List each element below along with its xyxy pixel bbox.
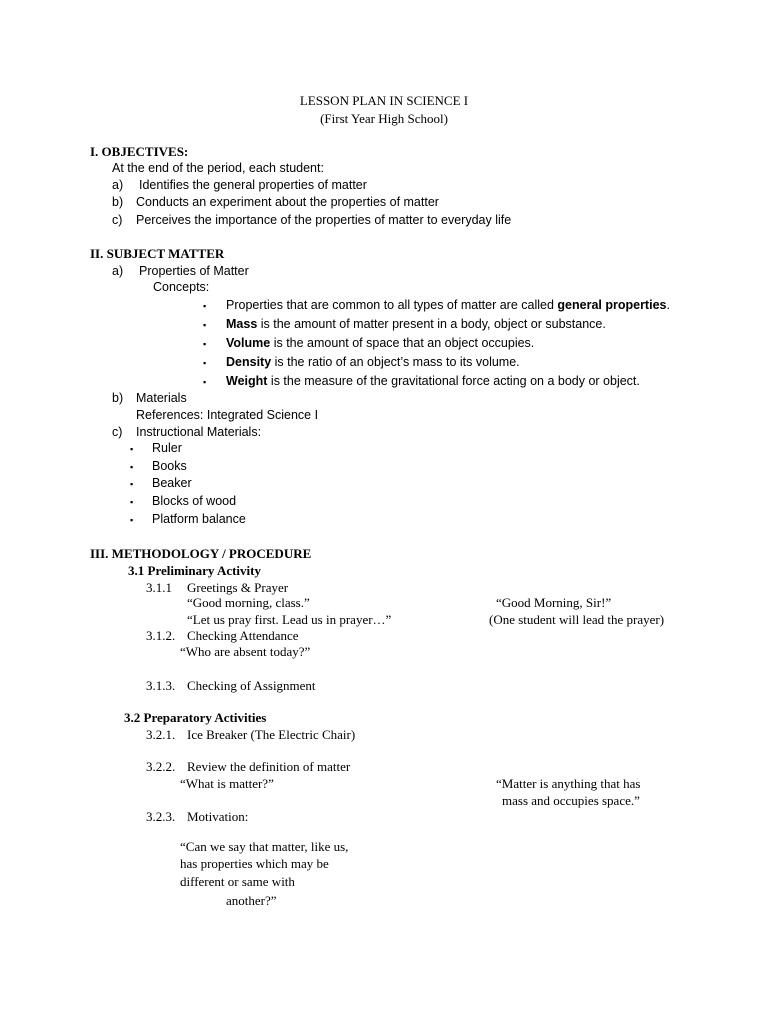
bullet-icon: ▪ [203,339,207,349]
concept-item: Properties that are common to all types of matter are called general properties. [226,298,670,312]
motivation-line: different or same with [180,874,295,889]
page-subtitle: (First Year High School) [320,111,448,126]
motivation-line: “Can we say that matter, like us, [180,839,349,854]
student-line: (One student will lead the prayer) [489,612,665,627]
bullet-icon: ▪ [130,515,134,525]
objective-item: Conducts an experiment about the properties of matter [136,195,439,209]
concept-item: Density is the ratio of an object’s mass to its volume. [226,355,520,369]
objective-item: Identifies the general properties of matter [139,178,367,192]
section-number: 3.1.3. [146,678,176,693]
concepts-label: Concepts: [153,280,210,294]
section-title: Checking of Assignment [187,678,316,693]
section-number: 3.1.1 [146,580,172,595]
motivation-line: has properties which may be [180,856,329,871]
section-number: 3.2.2. [146,759,176,774]
student-line: mass and occupies space.” [502,793,640,808]
teacher-line: “Let us pray first. Lead us in prayer…” [187,612,392,627]
list-item: Blocks of wood [152,494,237,508]
section-number: 3.2.1. [146,727,176,742]
section-title: Greetings & Prayer [187,580,289,595]
concept-item: Volume is the amount of space that an object occupies. [226,336,535,350]
concept-item: Weight is the measure of the gravitational force acting on a body or object. [226,374,640,388]
concept-item: Mass is the amount of matter present in a body, object or substance. [226,317,606,331]
bullet-icon: ▪ [130,497,134,507]
section-number: 3.1.2. [146,628,176,643]
subject-item-letter: a) [112,264,124,278]
teacher-line: “Who are absent today?” [180,644,311,659]
bullet-icon: ▪ [203,377,207,387]
section-title: Motivation: [187,809,249,824]
section-title: Review the definition of matter [187,759,351,774]
student-line: “Good Morning, Sir!” [496,595,612,610]
subject-matter-heading: II. SUBJECT MATTER [90,246,225,261]
materials-label: Materials [136,391,187,405]
objectives-intro: At the end of the period, each student: [112,161,324,175]
list-item: Ruler [152,441,182,455]
objective-letter: c) [112,213,123,227]
list-item: Books [152,459,187,473]
objective-item: Perceives the importance of the properties of matter to everyday life [136,213,512,227]
section-number: 3.2.3. [146,809,176,824]
bullet-icon: ▪ [203,320,207,330]
bullet-icon: ▪ [130,462,134,472]
list-item: Beaker [152,476,192,490]
subject-item-letter: c) [112,425,123,439]
bullet-icon: ▪ [130,479,134,489]
subject-item-letter: b) [112,391,124,405]
objectives-heading: I. OBJECTIVES: [90,144,189,159]
objective-letter: a) [112,178,124,192]
references-text: References: Integrated Science I [136,408,319,422]
section-title: Ice Breaker (The Electric Chair) [187,727,356,742]
bullet-icon: ▪ [130,444,134,454]
instructional-materials-label: Instructional Materials: [136,425,262,439]
objective-letter: b) [112,195,124,209]
teacher-line: “What is matter?” [180,776,274,791]
motivation-line: another?” [226,893,277,908]
section-title: Checking Attendance [187,628,299,643]
section-3-2-heading: 3.2 Preparatory Activities [124,710,267,725]
section-3-1-heading: 3.1 Preliminary Activity [128,563,261,578]
list-item: Platform balance [152,512,246,526]
page-title: LESSON PLAN IN SCIENCE I [299,93,469,108]
subject-topic: Properties of Matter [139,264,249,278]
bullet-icon: ▪ [203,358,207,368]
student-line: “Matter is anything that has [496,776,641,791]
methodology-heading: III. METHODOLOGY / PROCEDURE [90,546,312,561]
bullet-icon: ▪ [203,301,207,311]
teacher-line: “Good morning, class.” [187,595,310,610]
